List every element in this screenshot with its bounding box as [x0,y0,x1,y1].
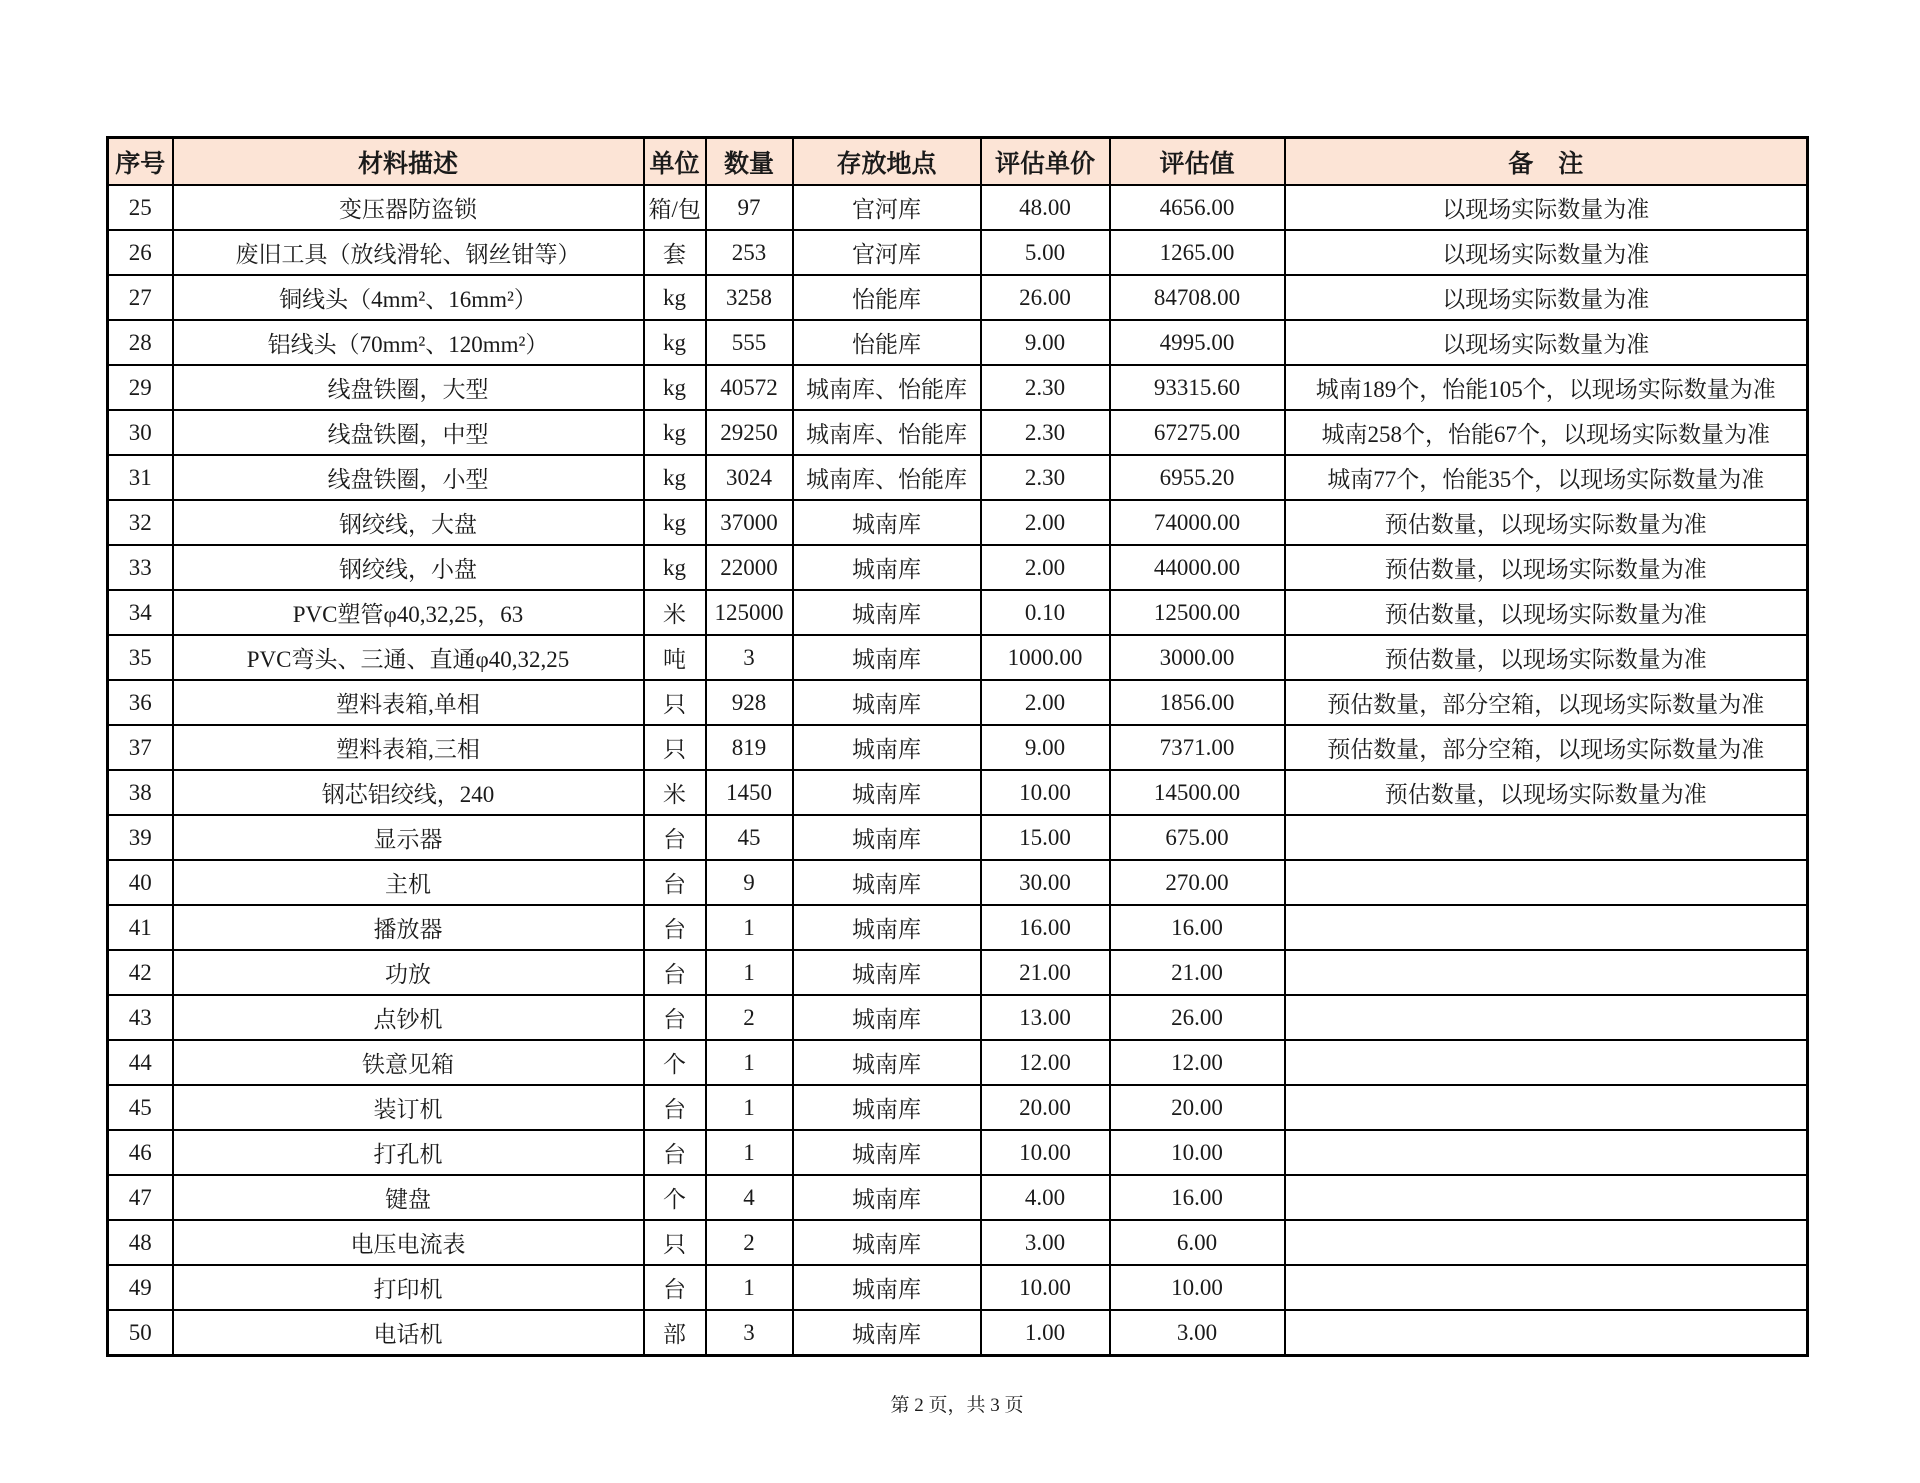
cell-qty: 45 [706,815,793,860]
cell-location: 城南库 [793,1040,981,1085]
table-row [108,545,1808,590]
cell-remark [1285,1265,1808,1310]
cell-location: 城南库 [793,1265,981,1310]
cell-unit: kg [644,410,706,455]
cell-seq: 46 [108,1130,173,1175]
cell-unit: kg [644,320,706,365]
header-value: 评估值 [1110,138,1285,186]
cell-remark: 预估数量，部分空箱，以现场实际数量为准 [1285,680,1808,725]
cell-remark: 城南258个，怡能67个，以现场实际数量为准 [1285,410,1808,455]
cell-unit_price: 10.00 [981,770,1110,815]
cell-qty: 3024 [706,455,793,500]
cell-remark: 以现场实际数量为准 [1285,185,1808,230]
cell-unit_price: 0.10 [981,590,1110,635]
table-row [108,1175,1808,1220]
cell-unit_price: 10.00 [981,1265,1110,1310]
cell-remark: 以现场实际数量为准 [1285,230,1808,275]
table-row [108,680,1808,725]
cell-unit_price: 30.00 [981,860,1110,905]
table-row [108,635,1808,680]
header-seq: 序号 [108,138,173,186]
cell-unit_price: 5.00 [981,230,1110,275]
cell-location: 城南库 [793,1175,981,1220]
cell-remark: 预估数量，以现场实际数量为准 [1285,545,1808,590]
cell-unit: 米 [644,590,706,635]
cell-unit: 吨 [644,635,706,680]
cell-unit: 台 [644,1085,706,1130]
cell-remark: 城南77个，怡能35个，以现场实际数量为准 [1285,455,1808,500]
cell-remark [1285,1130,1808,1175]
table-row [108,1265,1808,1310]
cell-remark [1285,815,1808,860]
cell-value: 4995.00 [1110,320,1285,365]
cell-desc: 点钞机 [173,995,644,1040]
cell-qty: 3 [706,1310,793,1356]
table-row [108,905,1808,950]
cell-value: 3000.00 [1110,635,1285,680]
table-row [108,230,1808,275]
cell-location: 城南库 [793,1220,981,1265]
cell-unit_price: 2.00 [981,680,1110,725]
cell-value: 6.00 [1110,1220,1285,1265]
cell-unit: 只 [644,1220,706,1265]
table-row [108,410,1808,455]
cell-desc: 钢绞线，小盘 [173,545,644,590]
cell-unit_price: 48.00 [981,185,1110,230]
cell-unit: 箱/包 [644,185,706,230]
cell-seq: 33 [108,545,173,590]
cell-unit_price: 15.00 [981,815,1110,860]
header-unit: 单位 [644,138,706,186]
cell-qty: 97 [706,185,793,230]
cell-desc: 塑料表箱,三相 [173,725,644,770]
cell-desc: 废旧工具（放线滑轮、钢丝钳等） [173,230,644,275]
cell-unit: 部 [644,1310,706,1356]
cell-remark: 预估数量，以现场实际数量为准 [1285,770,1808,815]
cell-unit: 米 [644,770,706,815]
header-remark: 备 注 [1285,138,1808,186]
cell-value: 74000.00 [1110,500,1285,545]
cell-qty: 22000 [706,545,793,590]
cell-desc: 打印机 [173,1265,644,1310]
cell-desc: 打孔机 [173,1130,644,1175]
cell-location: 城南库 [793,860,981,905]
cell-unit_price: 9.00 [981,725,1110,770]
cell-unit: 台 [644,1265,706,1310]
cell-location: 城南库 [793,680,981,725]
cell-value: 675.00 [1110,815,1285,860]
table-row [108,815,1808,860]
table-row [108,1220,1808,1265]
cell-value: 26.00 [1110,995,1285,1040]
cell-unit_price: 2.30 [981,455,1110,500]
header-location: 存放地点 [793,138,981,186]
cell-remark [1285,1310,1808,1356]
cell-location: 城南库 [793,905,981,950]
cell-location: 城南库、怡能库 [793,410,981,455]
cell-unit_price: 20.00 [981,1085,1110,1130]
cell-desc: PVC弯头、三通、直通φ40,32,25 [173,635,644,680]
cell-qty: 1 [706,950,793,995]
cell-value: 12.00 [1110,1040,1285,1085]
cell-seq: 27 [108,275,173,320]
table-row [108,1040,1808,1085]
cell-desc: 塑料表箱,单相 [173,680,644,725]
cell-seq: 31 [108,455,173,500]
table-row [108,995,1808,1040]
cell-desc: 电话机 [173,1310,644,1356]
cell-location: 城南库 [793,1130,981,1175]
cell-qty: 3 [706,635,793,680]
cell-qty: 37000 [706,500,793,545]
cell-value: 4656.00 [1110,185,1285,230]
cell-seq: 48 [108,1220,173,1265]
table-row [108,185,1808,230]
cell-unit: 台 [644,950,706,995]
cell-location: 城南库 [793,815,981,860]
cell-value: 93315.60 [1110,365,1285,410]
cell-desc: 钢绞线，大盘 [173,500,644,545]
cell-unit_price: 4.00 [981,1175,1110,1220]
cell-seq: 30 [108,410,173,455]
cell-value: 21.00 [1110,950,1285,995]
cell-seq: 32 [108,500,173,545]
cell-unit_price: 1000.00 [981,635,1110,680]
cell-value: 3.00 [1110,1310,1285,1356]
cell-seq: 47 [108,1175,173,1220]
cell-location: 城南库 [793,635,981,680]
cell-value: 16.00 [1110,905,1285,950]
cell-desc: 键盘 [173,1175,644,1220]
cell-remark [1285,1220,1808,1265]
cell-value: 6955.20 [1110,455,1285,500]
cell-qty: 1 [706,905,793,950]
cell-unit_price: 13.00 [981,995,1110,1040]
cell-location: 城南库、怡能库 [793,365,981,410]
cell-qty: 1450 [706,770,793,815]
cell-qty: 40572 [706,365,793,410]
cell-unit_price: 2.00 [981,545,1110,590]
cell-desc: 铜线头（4mm²、16mm²） [173,275,644,320]
cell-location: 城南库 [793,725,981,770]
table-row [108,860,1808,905]
table-row [108,590,1808,635]
cell-seq: 38 [108,770,173,815]
cell-unit_price: 2.00 [981,500,1110,545]
cell-unit: 台 [644,905,706,950]
cell-location: 城南库 [793,950,981,995]
cell-remark: 以现场实际数量为准 [1285,320,1808,365]
cell-desc: 主机 [173,860,644,905]
cell-value: 10.00 [1110,1130,1285,1175]
cell-location: 城南库 [793,770,981,815]
cell-seq: 42 [108,950,173,995]
cell-desc: 装订机 [173,1085,644,1130]
cell-location: 城南库 [793,590,981,635]
cell-remark [1285,1040,1808,1085]
cell-unit_price: 10.00 [981,1130,1110,1175]
cell-unit: 台 [644,995,706,1040]
cell-seq: 44 [108,1040,173,1085]
table-row [108,770,1808,815]
cell-unit: 台 [644,860,706,905]
cell-desc: 线盘铁圈，中型 [173,410,644,455]
cell-value: 7371.00 [1110,725,1285,770]
cell-unit_price: 16.00 [981,905,1110,950]
cell-desc: 显示器 [173,815,644,860]
cell-remark [1285,995,1808,1040]
cell-location: 城南库 [793,1085,981,1130]
cell-seq: 41 [108,905,173,950]
cell-value: 84708.00 [1110,275,1285,320]
cell-value: 20.00 [1110,1085,1285,1130]
cell-desc: 功放 [173,950,644,995]
cell-value: 12500.00 [1110,590,1285,635]
cell-value: 14500.00 [1110,770,1285,815]
table-row [108,725,1808,770]
cell-qty: 125000 [706,590,793,635]
cell-seq: 28 [108,320,173,365]
cell-qty: 1 [706,1130,793,1175]
table-header-row [108,138,1808,186]
cell-desc: 电压电流表 [173,1220,644,1265]
cell-desc: 线盘铁圈，大型 [173,365,644,410]
cell-unit_price: 2.30 [981,410,1110,455]
cell-qty: 555 [706,320,793,365]
cell-unit_price: 2.30 [981,365,1110,410]
cell-value: 1265.00 [1110,230,1285,275]
table-row [108,950,1808,995]
cell-remark [1285,950,1808,995]
cell-qty: 928 [706,680,793,725]
cell-qty: 1 [706,1085,793,1130]
cell-value: 1856.00 [1110,680,1285,725]
cell-unit_price: 9.00 [981,320,1110,365]
cell-location: 怡能库 [793,275,981,320]
cell-unit: 台 [644,815,706,860]
cell-value: 44000.00 [1110,545,1285,590]
cell-value: 67275.00 [1110,410,1285,455]
cell-unit: kg [644,455,706,500]
cell-unit: kg [644,275,706,320]
cell-desc: 铁意见箱 [173,1040,644,1085]
cell-qty: 2 [706,995,793,1040]
cell-seq: 34 [108,590,173,635]
cell-seq: 25 [108,185,173,230]
cell-unit: 台 [644,1130,706,1175]
cell-location: 怡能库 [793,320,981,365]
materials-table [106,136,1809,1357]
cell-unit_price: 26.00 [981,275,1110,320]
cell-qty: 1 [706,1040,793,1085]
cell-location: 城南库、怡能库 [793,455,981,500]
cell-unit: 个 [644,1040,706,1085]
cell-seq: 29 [108,365,173,410]
cell-desc: PVC塑管φ40,32,25，63 [173,590,644,635]
cell-seq: 35 [108,635,173,680]
cell-unit_price: 12.00 [981,1040,1110,1085]
cell-value: 270.00 [1110,860,1285,905]
cell-remark: 预估数量，部分空箱，以现场实际数量为准 [1285,725,1808,770]
table-row [108,1310,1808,1356]
table-row [108,320,1808,365]
cell-location: 城南库 [793,1310,981,1356]
table-row [108,1085,1808,1130]
cell-value: 16.00 [1110,1175,1285,1220]
cell-location: 官河库 [793,185,981,230]
cell-unit_price: 1.00 [981,1310,1110,1356]
cell-remark: 预估数量，以现场实际数量为准 [1285,500,1808,545]
cell-qty: 9 [706,860,793,905]
cell-seq: 39 [108,815,173,860]
cell-desc: 铝线头（70mm²、120mm²） [173,320,644,365]
cell-remark [1285,905,1808,950]
cell-unit: kg [644,545,706,590]
cell-unit: 只 [644,725,706,770]
cell-location: 城南库 [793,545,981,590]
cell-seq: 37 [108,725,173,770]
cell-location: 城南库 [793,500,981,545]
cell-location: 城南库 [793,995,981,1040]
cell-desc: 钢芯铝绞线，240 [173,770,644,815]
cell-unit: kg [644,500,706,545]
cell-qty: 819 [706,725,793,770]
cell-remark: 预估数量，以现场实际数量为准 [1285,590,1808,635]
cell-remark: 城南189个，怡能105个，以现场实际数量为准 [1285,365,1808,410]
cell-remark [1285,860,1808,905]
header-qty: 数量 [706,138,793,186]
cell-desc: 线盘铁圈，小型 [173,455,644,500]
cell-unit: kg [644,365,706,410]
cell-unit_price: 21.00 [981,950,1110,995]
cell-desc: 变压器防盗锁 [173,185,644,230]
page-footer: 第 2 页，共 3 页 [890,1395,1024,1416]
cell-desc: 播放器 [173,905,644,950]
cell-unit: 套 [644,230,706,275]
cell-qty: 2 [706,1220,793,1265]
cell-seq: 26 [108,230,173,275]
cell-seq: 43 [108,995,173,1040]
header-unit-price: 评估单价 [981,138,1110,186]
cell-value: 10.00 [1110,1265,1285,1310]
table-row [108,1130,1808,1175]
cell-remark [1285,1085,1808,1130]
cell-qty: 1 [706,1265,793,1310]
cell-unit_price: 3.00 [981,1220,1110,1265]
cell-seq: 36 [108,680,173,725]
cell-seq: 49 [108,1265,173,1310]
table-row [108,500,1808,545]
cell-remark: 预估数量，以现场实际数量为准 [1285,635,1808,680]
cell-qty: 29250 [706,410,793,455]
cell-qty: 253 [706,230,793,275]
cell-remark: 以现场实际数量为准 [1285,275,1808,320]
cell-unit: 个 [644,1175,706,1220]
table-row [108,365,1808,410]
cell-remark [1285,1175,1808,1220]
cell-qty: 4 [706,1175,793,1220]
cell-unit: 只 [644,680,706,725]
table-row [108,275,1808,320]
table-row [108,455,1808,500]
header-desc: 材料描述 [173,138,644,186]
cell-seq: 40 [108,860,173,905]
cell-seq: 45 [108,1085,173,1130]
cell-seq: 50 [108,1310,173,1356]
cell-qty: 3258 [706,275,793,320]
cell-location: 官河库 [793,230,981,275]
